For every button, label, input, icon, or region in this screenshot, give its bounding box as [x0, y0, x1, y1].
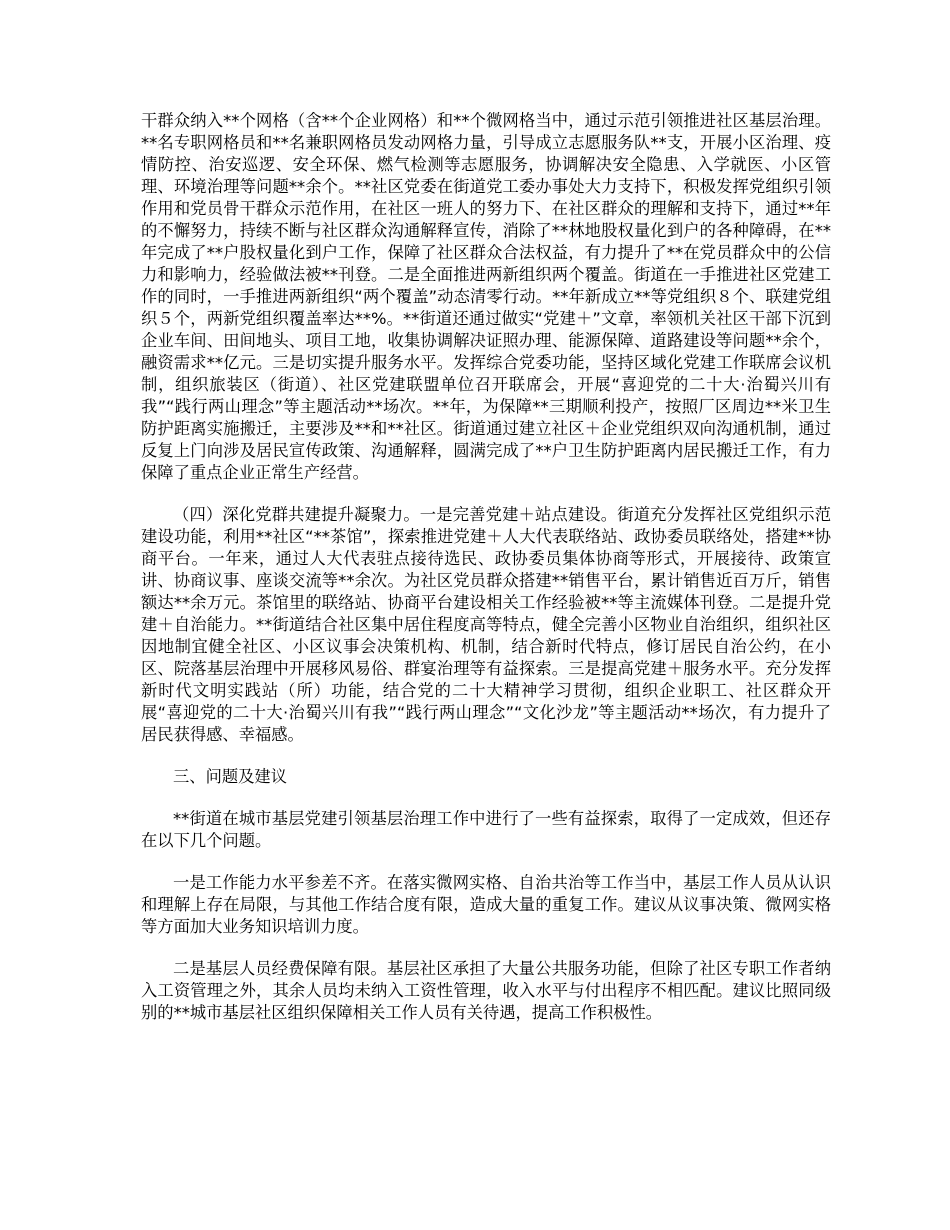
paragraph-grid-governance: 干群众纳入**个网格（含**个企业网格）和**个微网格当中，通过示范引领推进社区基层治理。**名专职网格员和**名兼职网格员发动网格力量，引导成立志愿服务队**支，开展小区治理、疫情防控、治安巡逻、安全环保、燃气检测等志愿服务，协调解决安全隐患、入学就医、小区管理、环境治理等问题**余个。**社区党委在街道党工委办事处大力支持下，积极发挥党组织引领作用和党员骨干群众示范作用，在社区一班人的努力下、在社区群众的理解和支持下，通过**年的不懈努力，持续不断与社区群众沟通解释宣传，消除了**林地股权量化到户的各种障碍，在**年完成了**户股权量化到户工作，保障了社区群众合法权益，有力提升了**在党员群众中的公信力和影响力，经验做法被**刊登。二是全面推进两新组织两个覆盖。街道在一手推进社区党建工作的同时，一手推进两新组织“两个覆盖”动态清零行动。**年新成立**等党组织８个、联建党组织５个，两新党组织覆盖率达**%。**街道还通过做实“党建＋”文章，率领机关社区干部下沉到企业车间、田间地头、项目工地，收集协调解决证照办理、能源保障、道路建设等问题**余个，融资需求**亿元。三是切实提升服务水平。发挥综合党委功能，坚持区域化党建工作联席会议机制，组织旅装区（街道）、社区党建联盟单位召开联席会，开展“喜迎党的二十大·治蜀兴川有我”“践行两山理念”等主题活动**场次。**年，为保障**三期顺利投产，按照厂区周边**米卫生防护距离实施搬迁，主要涉及**和**社区。街道通过建立社区＋企业党组织双向沟通机制，通过反复上门向涉及居民宣传政策、沟通解释，圆满完成了**户卫生防护距离内居民搬迁工作，有力保障了重点企业正常生产经营。 — [141, 111, 831, 482]
paragraph-problem-two: 二是基层人员经费保障有限。基层社区承担了大量公共服务功能，但除了社区专职工作者纳入工资管理之外，其余人员均未纳入工资性管理，收入水平与付出程序不相匹配。建议比照同级别的**城市基层社区组织保障相关工作人员有关待遇，提高工作积极性。 — [141, 959, 831, 1022]
paragraph-problems-intro: **街道在城市基层党建引领基层治理工作中进行了一些有益探索，取得了一定成效，但还存在以下几个问题。 — [141, 809, 831, 850]
paragraph-party-mass-cooperation: （四）深化党群共建提升凝聚力。一是完善党建＋站点建设。街道充分发挥社区党组织示范建设功能，利用**社区“**茶馆”，探索推进党建＋人大代表联络站、政协委员联络处，搭建**协商平台。一年来，通过人大代表驻点接待选民、政协委员集体协商等形式，开展接待、政策宣讲、协商议事、座谈交流等**余次。为社区党员群众搭建**销售平台，累计销售近百万斤，销售额达**余万元。茶馆里的联络站、协商平台建设相关工作经验被**等主流媒体刊登。二是提升党建＋自治能力。**街道结合社区集中居住程度高等特点，健全完善小区物业自治组织，组织社区因地制宜健全社区、小区议事会决策机构、机制，结合新时代特点，修订居民自治公约，在小区、院落基层治理中开展移风易俗、群宴治理等有益探索。三是提高党建＋服务水平。充分发挥新时代文明实践站（所）功能，结合党的二十大精神学习贯彻，组织企业职工、社区群众开展“喜迎党的二十大·治蜀兴川有我”“践行两山理念”“文化沙龙”等主题活动**场次，有力提升了居民获得感、幸福感。 — [141, 505, 831, 744]
paragraph-problem-one: 一是工作能力水平参差不齐。在落实微网实格、自治共治等工作当中，基层工作人员从认识和理解上存在局限，与其他工作结合度有限，造成大量的重复工作。建议从议事决策、微网实格等方面加大业务知识培训力度。 — [141, 873, 831, 936]
document-page — [141, 110, 831, 1044]
section-heading-problems: 三、问题及建议 — [173, 767, 287, 786]
